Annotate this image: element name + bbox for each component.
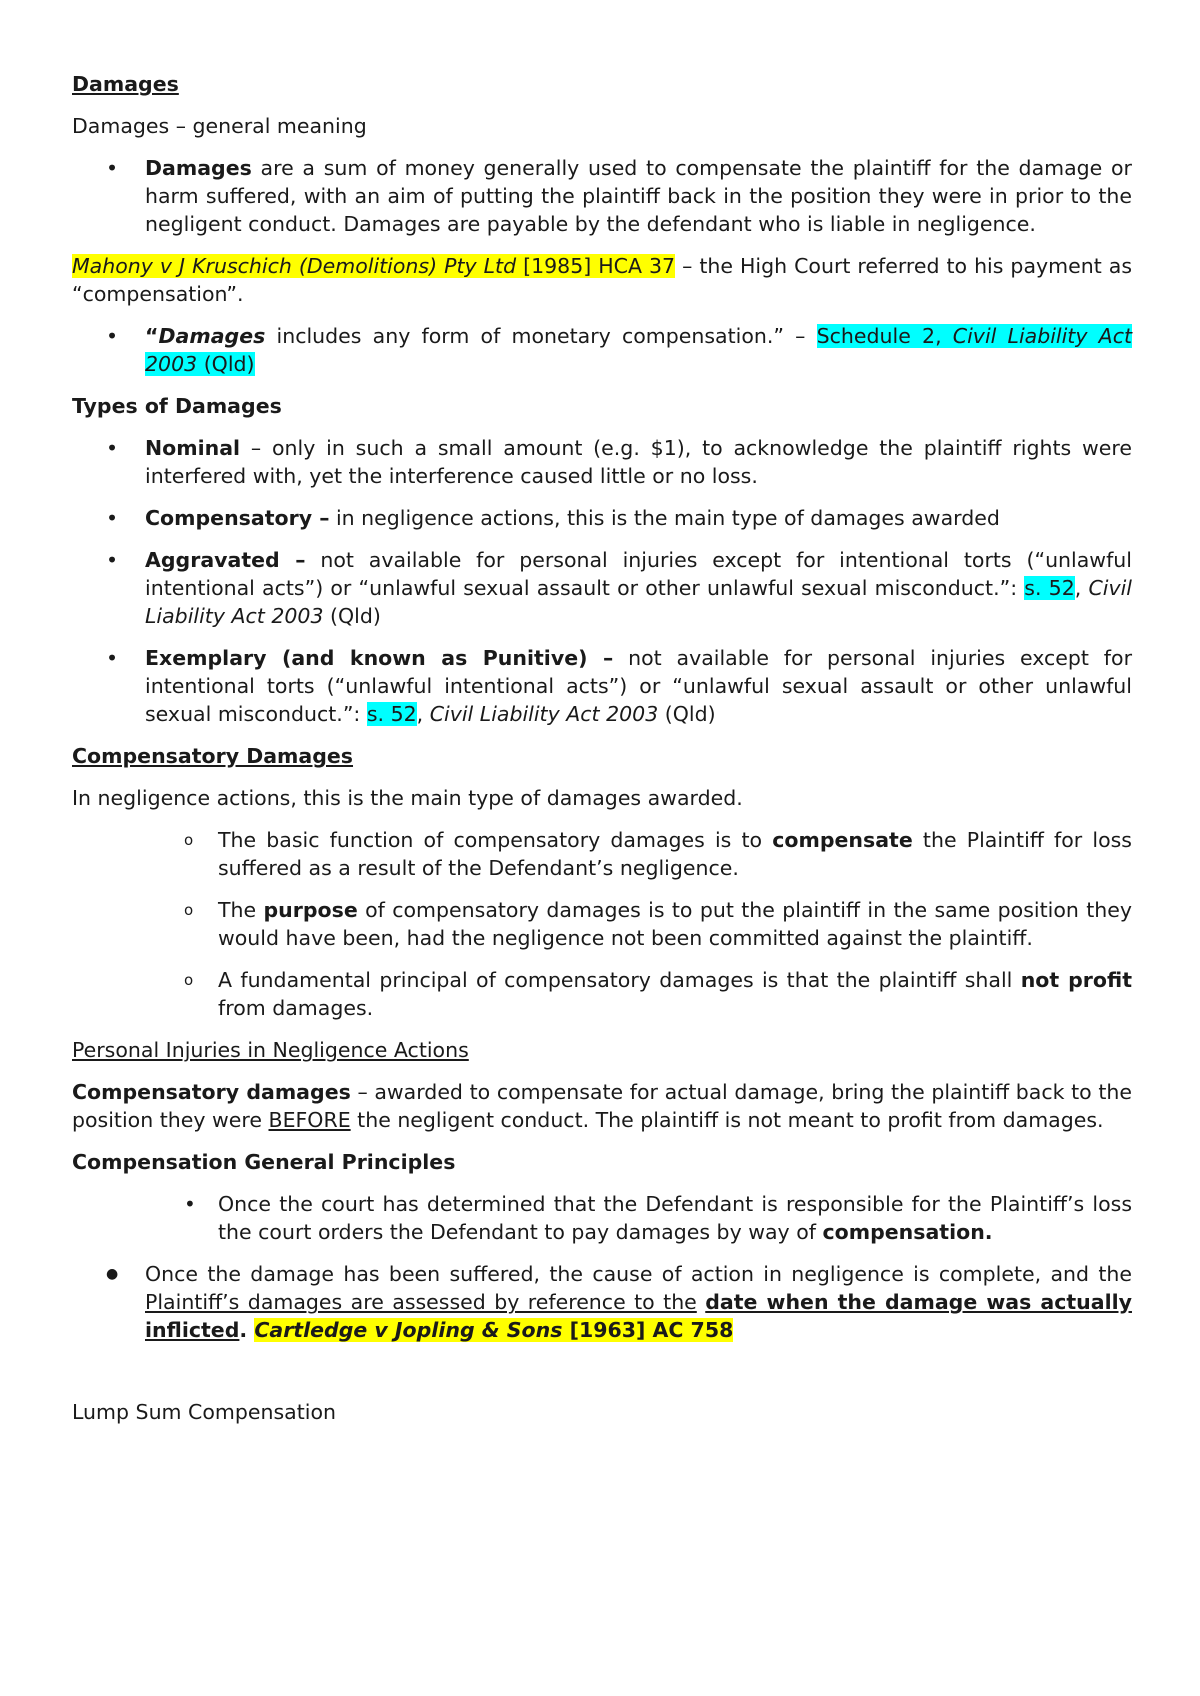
principle-2-bu: date when the damage was actually inflicted (145, 1290, 1132, 1342)
type-compensatory-bold: Compensatory – (145, 506, 330, 530)
personal-heading: Personal Injuries in Negligence Actions (72, 1038, 469, 1062)
aggravated-act: Civil Liability Act 2003 (145, 576, 1132, 628)
bullet-marker: • (106, 548, 119, 572)
meaning-bold: Damages (145, 156, 252, 180)
compensatory-heading: Compensatory Damages (72, 744, 354, 768)
type-aggravated-text: not available for personal injuries except for intentional torts (“unlawful intentional acts”) or “unlawful sexual assault or other unlawful sexual misconduct.”: (145, 548, 1132, 600)
principle-1 (72, 1190, 1132, 1246)
comp-point-3 (72, 966, 1132, 1022)
aggravated-section: s. 52 (1024, 576, 1075, 600)
principle-2-dot: . (239, 1318, 255, 1342)
meaning-text: are a sum of money generally used to compensate the plaintiff for the damage or harm suffered, with an aim of putting the plaintiff back in the position they were in prior to the negligent conduct. Damages are payable by the defendant who is liable in negligence. (145, 156, 1132, 236)
comp-point-3-a: A fundamental principal of compensatory damages is that the plaintiff shall (218, 968, 1021, 992)
comp-point-2 (72, 896, 1132, 952)
definition-bullet (72, 322, 1132, 378)
type-compensatory-text: in negligence actions, this is the main type of damages awarded (329, 506, 1000, 530)
type-exemplary-text: not available for personal injuries except for intentional torts (“unlawful intentional acts”) or “unlawful sexual assault or other unlawful sexual misconduct.”: (145, 646, 1132, 726)
types-heading: Types of Damages (72, 394, 282, 418)
type-aggravated (72, 546, 1132, 630)
schedule-ref: Schedule 2, (816, 324, 953, 348)
bullet-marker: • (106, 436, 119, 460)
comp-point-3-b: not profit (1020, 968, 1132, 992)
type-compensatory (72, 504, 1132, 532)
principle-2-u: Plaintiff’s damages are assessed by reference to the (145, 1290, 697, 1314)
principle-2-sp (697, 1290, 705, 1314)
exemplary-qld: (Qld) (658, 702, 716, 726)
principle-2 (72, 1260, 1132, 1344)
sub-marker: o (184, 901, 194, 919)
meaning-heading: Damages – general meaning (72, 114, 367, 138)
type-exemplary (72, 644, 1132, 728)
type-nominal-text: – only in such a small amount (e.g. $1), to acknowledge the plaintiff rights were interfered with, yet the interference caused little or no loss. (145, 436, 1132, 488)
bullet-marker: ● (106, 1266, 119, 1282)
comp-point-3-c: from damages. (218, 996, 374, 1020)
mahony-case: Mahony v J Kruschich (Demolitions) Pty Ltd (72, 254, 517, 278)
exemplary-act: Civil Liability Act 2003 (429, 702, 659, 726)
exemplary-sep: , (416, 702, 430, 726)
mahony-cite: [1985] HCA 37 (516, 254, 676, 278)
definition-bold: Damages (158, 324, 266, 348)
principles-heading: Compensation General Principles (72, 1150, 456, 1174)
cartledge-cite: [1963] AC 758 (562, 1318, 734, 1342)
meaning-bullet (72, 154, 1132, 238)
bullet-marker: • (106, 646, 119, 670)
personal-text-a: – awarded to compensate for actual damage, bring the plaintiff back to the position they were (72, 1080, 1133, 1132)
definition-text: includes any form of monetary compensation.” – (265, 324, 817, 348)
principle-1-a: Once the court has determined that the Defendant is responsible for the Plaintiff’s loss the court orders the Defendant to pay damages by way of (218, 1192, 1132, 1244)
type-nominal-bold: Nominal (145, 436, 241, 460)
mahony-paragraph (72, 252, 1132, 308)
bullet-marker: • (184, 1192, 196, 1216)
personal-paragraph (72, 1078, 1132, 1134)
exemplary-section: s. 52 (366, 702, 417, 726)
mahony-text: – the High Court referred to his payment as “compensation”. (72, 254, 1132, 306)
comp-point-2-b: purpose (263, 898, 358, 922)
schedule-qld: (Qld) (197, 352, 255, 376)
principle-1-b: compensation. (822, 1220, 993, 1244)
personal-before: BEFORE (268, 1108, 351, 1132)
schedule-act: Civil Liability Act 2003 (145, 324, 1132, 376)
type-exemplary-bold: Exemplary (and known as Punitive) – (145, 646, 614, 670)
compensatory-intro: In negligence actions, this is the main type of damages awarded. (72, 786, 743, 810)
aggravated-qld: (Qld) (323, 604, 381, 628)
aggravated-sep: , (1074, 576, 1089, 600)
comp-point-1-a: The basic function of compensatory damages is to (218, 828, 773, 852)
bullet-marker: • (106, 324, 119, 348)
cartledge-case: Cartledge v Jopling & Sons (254, 1318, 563, 1342)
mahony-highlight (72, 254, 675, 278)
principle-2-a: Once the damage has been suffered, the cause of action in negligence is complete, and the (145, 1262, 1132, 1286)
sub-marker: o (184, 971, 194, 989)
document-title: Damages (72, 72, 179, 96)
lump-sum-heading: Lump Sum Compensation (72, 1400, 336, 1424)
document-page (72, 70, 1132, 1426)
comp-point-2-a: The (218, 898, 264, 922)
cartledge-highlight (254, 1318, 733, 1342)
comp-point-2-c: of compensatory damages is to put the plaintiff in the same position they would have been, had the negligence not been committed against the plaintiff. (218, 898, 1132, 950)
personal-bold: Compensatory damages (72, 1080, 351, 1104)
bullet-marker: • (106, 156, 119, 180)
personal-text-b: the negligent conduct. The plaintiff is not meant to profit from damages. (350, 1108, 1104, 1132)
comp-point-1-b: compensate (772, 828, 913, 852)
comp-point-1-c: the Plaintiff for loss suffered as a result of the Defendant’s negligence. (218, 828, 1132, 880)
bullet-marker: • (106, 506, 119, 530)
sub-marker: o (184, 831, 194, 849)
comp-point-1 (72, 826, 1132, 882)
definition-quote: “ (145, 324, 159, 348)
type-aggravated-bold: Aggravated – (145, 548, 306, 572)
type-nominal (72, 434, 1132, 490)
